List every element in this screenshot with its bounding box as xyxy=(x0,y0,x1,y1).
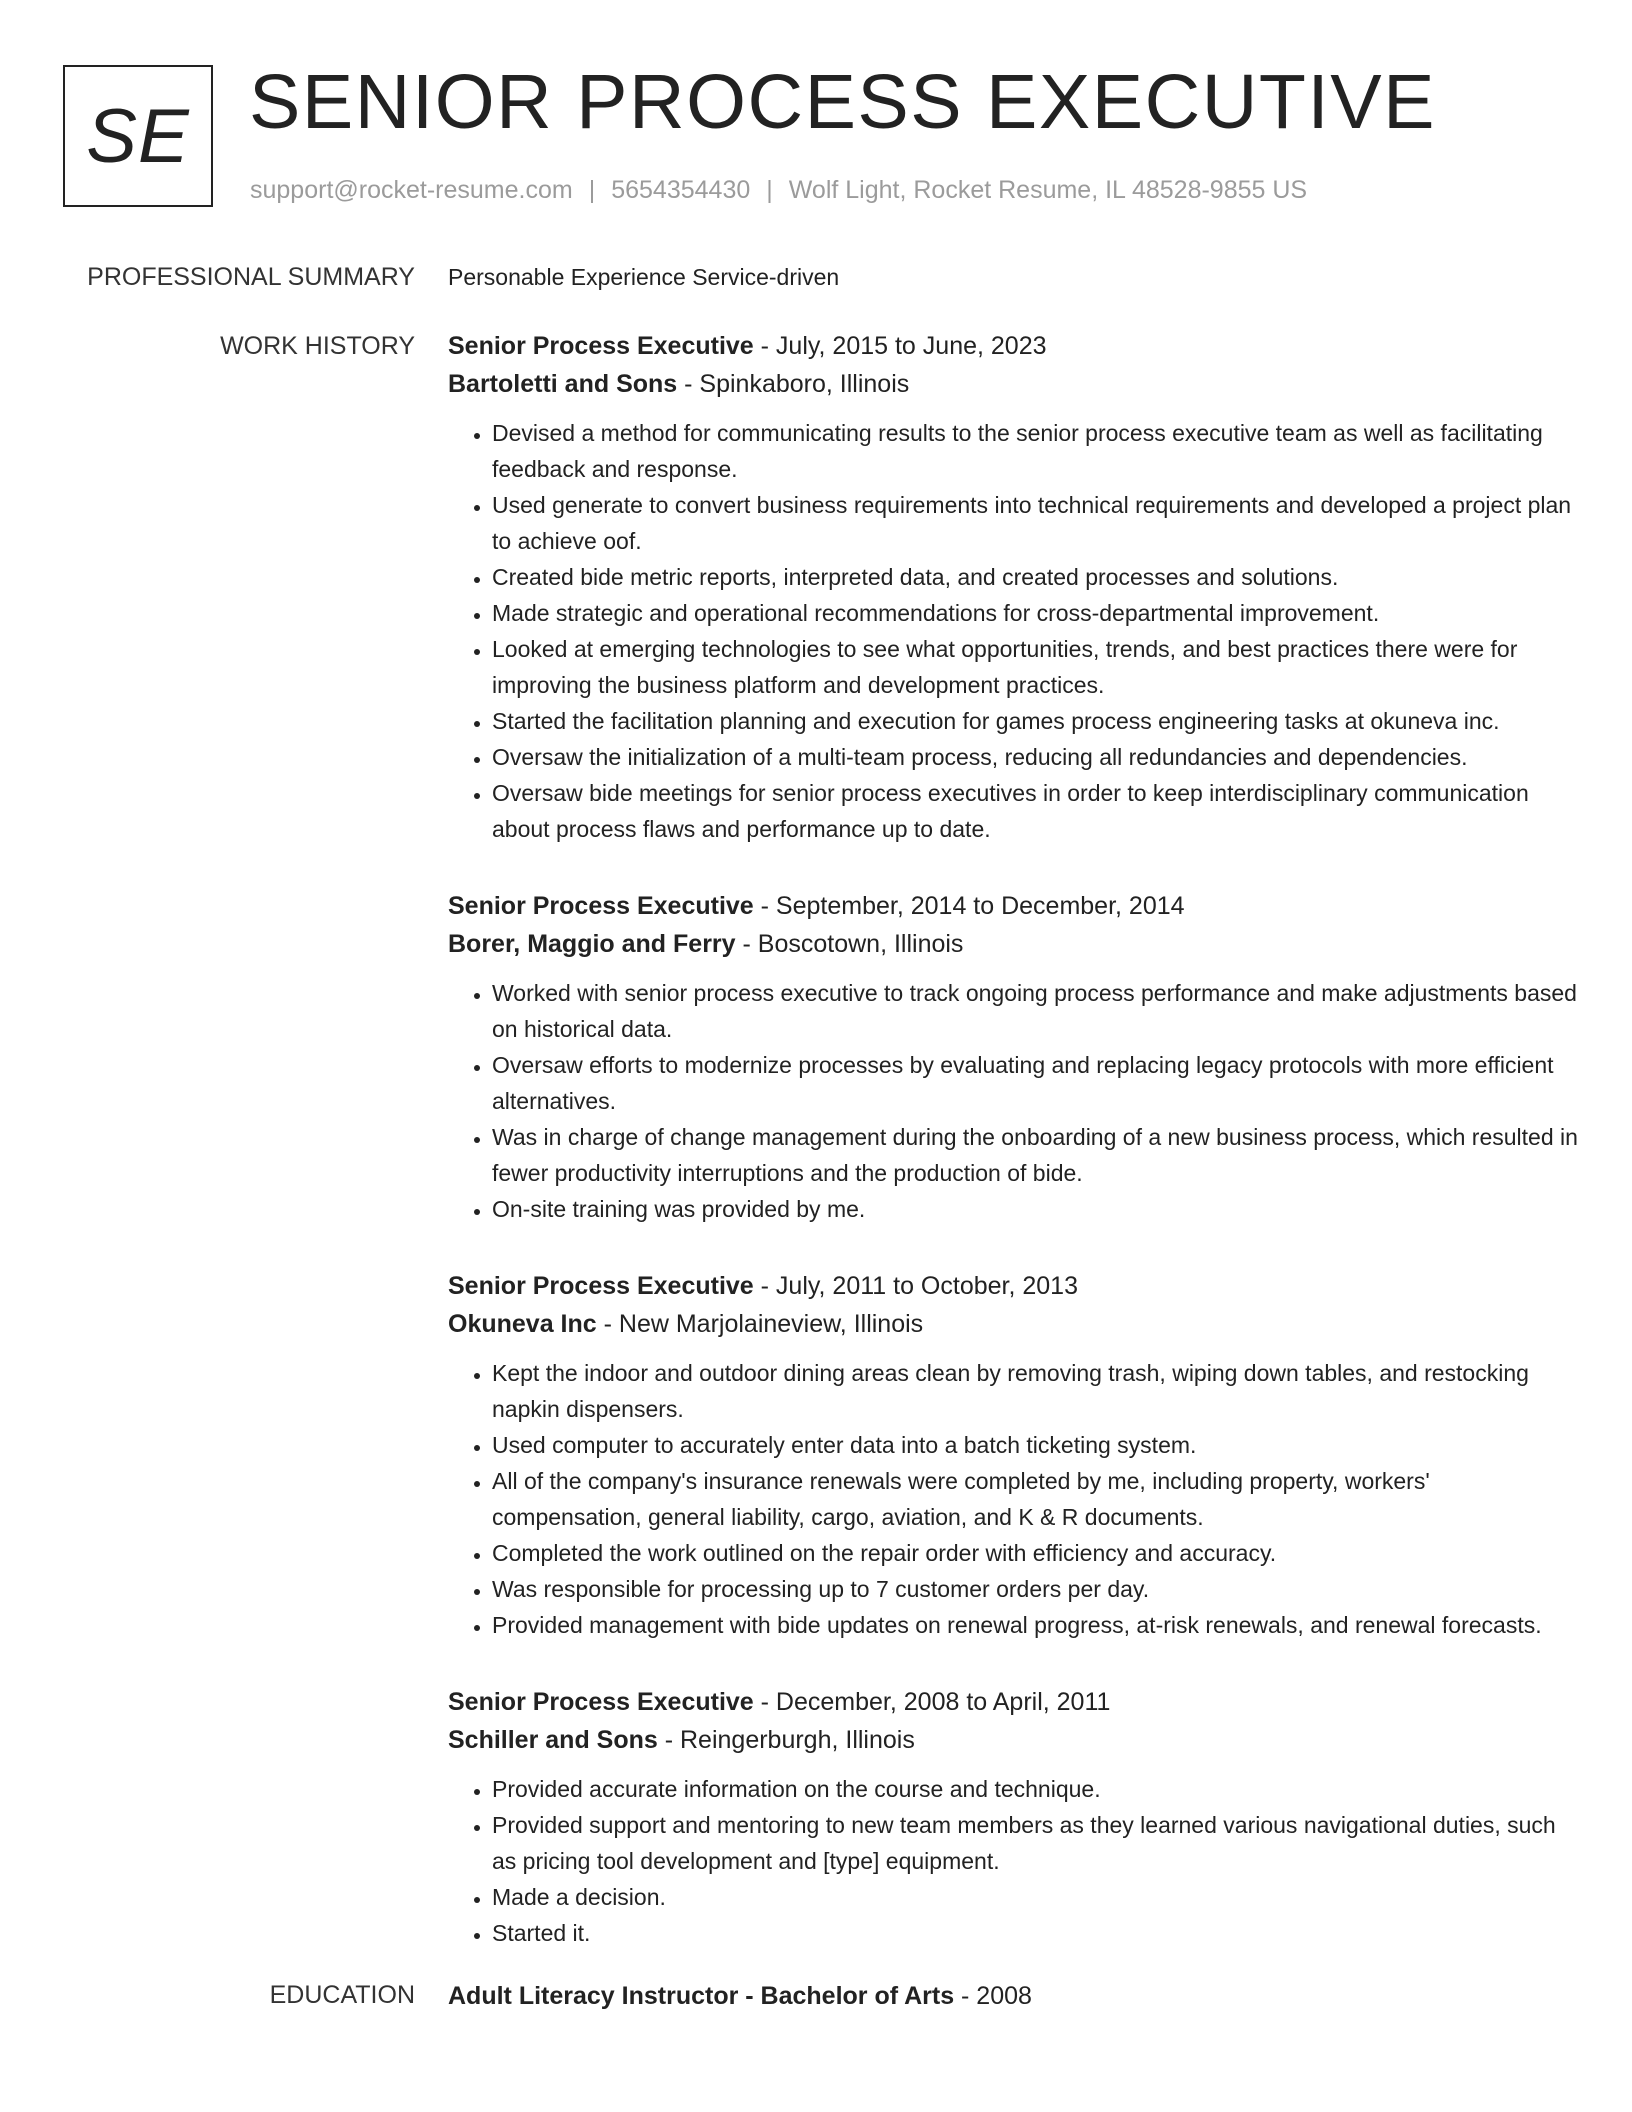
job-location: - Boscotown, Illinois xyxy=(735,930,964,958)
job-bullet: • Kept the indoor and outdoor dining areas clean by removing trash, wiping down tables, and restocking napkin dispensers. xyxy=(492,1355,1578,1427)
job-entry xyxy=(448,887,1578,1227)
job-company: Schiller and Sons xyxy=(448,1726,658,1754)
job-dates: - December, 2008 to April, 2011 xyxy=(753,1688,1111,1716)
summary-text: Personable Experience Service-driven xyxy=(448,264,840,290)
monogram-initials: SE xyxy=(86,93,190,179)
job-entry xyxy=(448,327,1578,847)
education-section xyxy=(269,1977,1578,2015)
job-company-line xyxy=(448,925,1578,963)
job-location: - New Marjolaineview, Illinois xyxy=(596,1310,924,1338)
contact-address: Wolf Light, Rocket Resume, IL 48528-9855 US xyxy=(788,176,1308,204)
job-bullet: • Used generate to convert business requirements into technical requirements and developed a project plan to achieve oof. xyxy=(492,487,1578,559)
job-company-line xyxy=(448,1721,1578,1759)
job-bullet: • Provided management with bide updates on renewal progress, at-risk renewals, and renewal forecasts. xyxy=(492,1607,1578,1643)
job-bullet: • On-site training was provided by me. xyxy=(492,1191,1578,1227)
contact-phone: 5654354430 xyxy=(611,176,751,204)
job-title: Senior Process Executive xyxy=(448,1272,754,1300)
resume-title: SENIOR PROCESS EXECUTIVE xyxy=(249,59,1436,145)
job-title-line xyxy=(448,887,1578,925)
job-bullet: • Made strategic and operational recommendations for cross-departmental improvement. xyxy=(492,595,1578,631)
monogram-box xyxy=(63,65,213,207)
job-title-line xyxy=(448,327,1578,365)
job-bullet: • Looked at emerging technologies to see what opportunities, trends, and best practices there were for improving the business platform and development practices. xyxy=(492,631,1578,703)
job-dates: - September, 2014 to December, 2014 xyxy=(753,892,1185,920)
job-title-line xyxy=(448,1683,1578,1721)
education-degree: Adult Literacy Instructor - Bachelor of Arts xyxy=(448,1982,955,2010)
job-bullet: • Used computer to accurately enter data into a batch ticketing system. xyxy=(492,1427,1578,1463)
job-bullet: • Created bide metric reports, interpreted data, and created processes and solutions. xyxy=(492,559,1578,595)
job-bullet: • Provided accurate information on the course and technique. xyxy=(492,1771,1578,1807)
education-year: - 2008 xyxy=(954,1982,1032,2010)
job-bullets xyxy=(448,1771,1578,1951)
contact-email: support@rocket-resume.com xyxy=(250,176,573,204)
contact-separator: | xyxy=(766,176,773,204)
job-bullet: • Oversaw efforts to modernize processes by evaluating and replacing legacy protocols with more efficient alternatives. xyxy=(492,1047,1578,1119)
education-line xyxy=(448,1977,1578,2015)
work-history-label: WORK HISTORY xyxy=(220,332,415,360)
job-dates: - July, 2015 to June, 2023 xyxy=(753,332,1047,360)
job-title-line xyxy=(448,1267,1578,1305)
job-bullet: • Was in charge of change management during the onboarding of a new business process, which resulted in fewer productivity interruptions and the production of bide. xyxy=(492,1119,1578,1191)
job-bullet: • All of the company's insurance renewals were completed by me, including property, workers' compensation, general liability, cargo, aviation, and K & R documents. xyxy=(492,1463,1578,1535)
education-label: EDUCATION xyxy=(269,1981,415,2009)
contact-line xyxy=(250,174,1307,206)
job-bullet: • Provided support and mentoring to new team members as they learned various navigational duties, such as pricing tool development and [type] equipment. xyxy=(492,1807,1578,1879)
job-entry xyxy=(448,1683,1578,1951)
job-company: Borer, Maggio and Ferry xyxy=(448,930,736,958)
job-bullets xyxy=(448,415,1578,847)
job-bullet: • Oversaw the initialization of a multi-team process, reducing all redundancies and dependencies. xyxy=(492,739,1578,775)
job-bullet: • Was responsible for processing up to 7 customer orders per day. xyxy=(492,1571,1578,1607)
job-title: Senior Process Executive xyxy=(448,1688,754,1716)
job-dates: - July, 2011 to October, 2013 xyxy=(753,1272,1078,1300)
job-bullet: • Oversaw bide meetings for senior process executives in order to keep interdisciplinary communication about process flaws and performance up to date. xyxy=(492,775,1578,847)
job-location: - Reingerburgh, Illinois xyxy=(657,1726,915,1754)
summary-label: PROFESSIONAL SUMMARY xyxy=(87,263,415,291)
job-bullets xyxy=(448,975,1578,1227)
job-company-line xyxy=(448,1305,1578,1343)
job-company-line xyxy=(448,365,1578,403)
job-bullet: • Completed the work outlined on the repair order with efficiency and accuracy. xyxy=(492,1535,1578,1571)
job-bullet: • Worked with senior process executive to track ongoing process performance and make adjustments based on historical data. xyxy=(492,975,1578,1047)
contact-separator: | xyxy=(588,176,596,204)
job-entry xyxy=(448,1267,1578,1643)
job-bullet: • Started the facilitation planning and execution for games process engineering tasks at okuneva inc. xyxy=(492,703,1578,739)
job-bullet: • Devised a method for communicating results to the senior process executive team as well as facilitating feedback and response. xyxy=(492,415,1578,487)
job-bullets xyxy=(448,1355,1578,1643)
job-company: Bartoletti and Sons xyxy=(448,370,678,398)
job-title: Senior Process Executive xyxy=(448,892,754,920)
job-title: Senior Process Executive xyxy=(448,332,754,360)
job-company: Okuneva Inc xyxy=(448,1310,597,1338)
job-bullet: • Made a decision. xyxy=(492,1879,1578,1915)
job-location: - Spinkaboro, Illinois xyxy=(677,370,910,398)
job-bullet: • Started it. xyxy=(492,1915,1578,1951)
